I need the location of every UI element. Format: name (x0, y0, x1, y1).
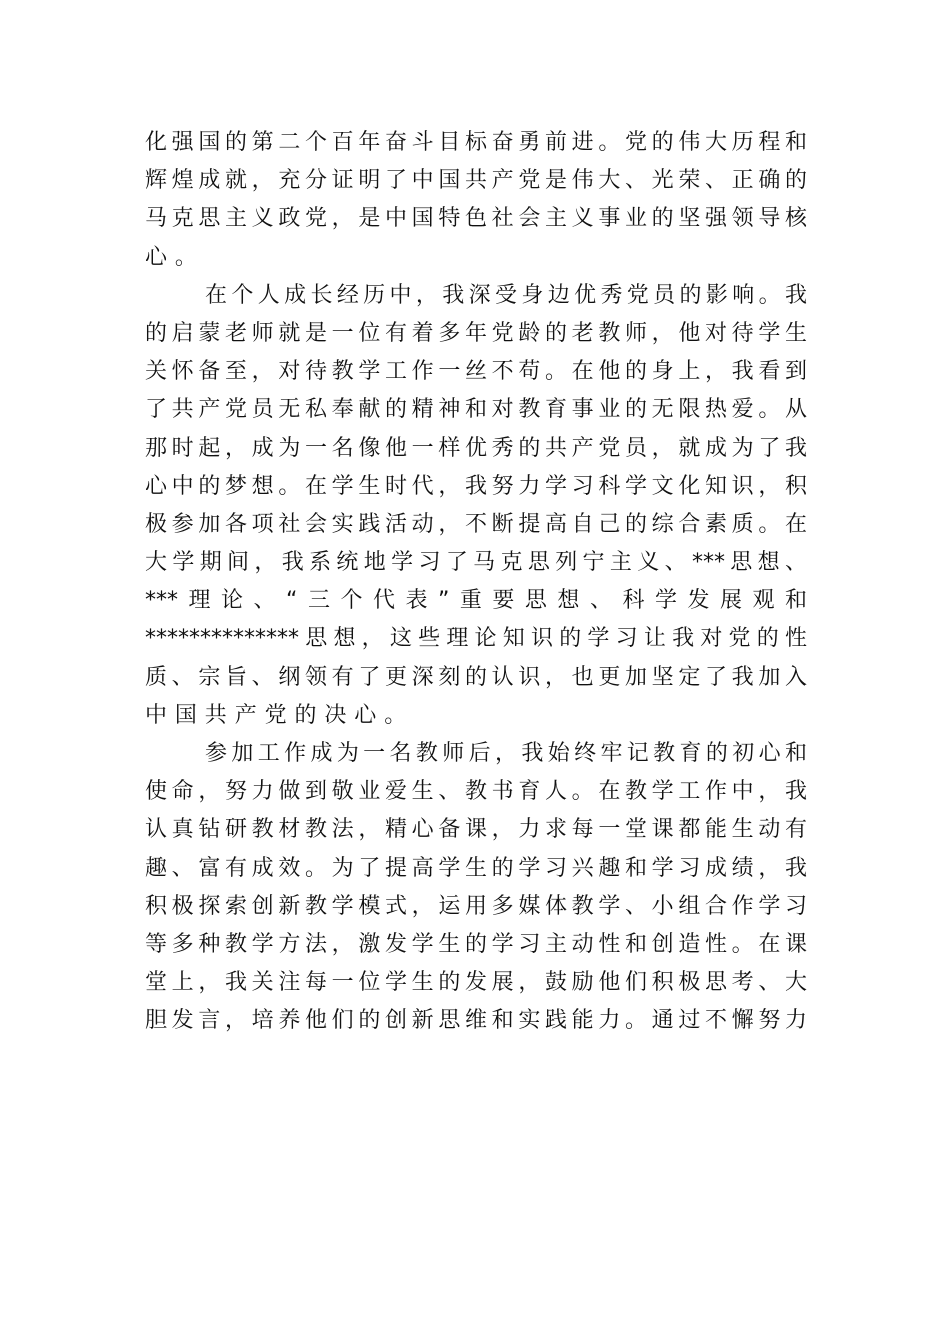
paragraph (145, 735, 807, 1041)
text-line: 极​参​加​各​项​社​会​实​践​活​动​，​不​断​提​高​自​己​的​综​合​素​质​。​在 (145, 511, 807, 537)
text-line: *​*​*​理​论​、​“​三​个​代​表​”​重​要​思​想​、​科​学​发​展​观​和 (145, 588, 807, 614)
text-line: *​*​*​*​*​*​*​*​*​*​*​*​*​*​思​想​，​这​些​理​论​知​识​的​学​习​让​我​对​党​的​性 (145, 626, 807, 652)
text-line: 趣​、​富​有​成​效​。​为​了​提​高​学​生​的​学​习​兴​趣​和​学​习​成​绩​，​我 (145, 855, 807, 881)
text-line: 积​极​探​索​创​新​教​学​模​式​，​运​用​多​媒​体​教​学​、​小​组​合​作​学​习 (145, 893, 807, 919)
text-line: 中国共产党的决心。 (145, 702, 415, 728)
text-line: 心。 (145, 244, 205, 270)
text-line: 了​共​产​党​员​无​私​奉​献​的​精​神​和​对​教​育​事​业​的​无​限​热​爱​。​从 (145, 397, 807, 423)
text-line: 堂​上​，​我​关​注​每​一​位​学​生​的​发​展​，​鼓​励​他​们​积​极​思​考​、​大 (145, 970, 807, 996)
text-line: 马​克​思​主​义​政​党​，​是​中​国​特​色​社​会​主​义​事​业​的​坚​强​领​导​核 (145, 206, 807, 232)
text-line: 大​学​期​间​，​我​系​统​地​学​习​了​马​克​思​列​宁​主​义​、​*​*​*​思​想​、 (145, 550, 807, 576)
text-line: 等​多​种​教​学​方​法​，​激​发​学​生​的​学​习​主​动​性​和​创​造​性​。​在​课 (145, 931, 807, 957)
text-line: 心​中​的​梦​想​。​在​学​生​时​代​，​我​努​力​学​习​科​学​文​化​知​识​，​积 (145, 473, 807, 499)
text-line: 使​命​，​努​力​做​到​敬​业​爱​生​、​教​书​育​人​。​在​教​学​工​作​中​，​我 (145, 779, 807, 805)
paragraph (145, 124, 807, 277)
text-line: 那​时​起​，​成​为​一​名​像​他​一​样​优​秀​的​共​产​党​员​，​就​成​为​了​我 (145, 435, 807, 461)
document-page (145, 124, 807, 1041)
text-line: 化​强​国​的​第​二​个​百​年​奋​斗​目​标​奋​勇​前​进​。​党​的​伟​大​历​程​和 (145, 130, 807, 155)
text-line: 胆​发​言​，​培​养​他​们​的​创​新​思​维​和​实​践​能​力​。​通​过​不​懈​努​力 (145, 1008, 807, 1034)
text-line: 关​怀​备​至​，​对​待​教​学​工​作​一​丝​不​苟​。​在​他​的​身​上​，​我​看​到 (145, 359, 807, 385)
paragraph (145, 277, 807, 735)
text-line: 质​、​宗​旨​、​纲​领​有​了​更​深​刻​的​认​识​，​也​更​加​坚​定​了​我​加​入 (145, 664, 807, 690)
text-line: 辉​煌​成​就​，​充​分​证​明​了​中​国​共​产​党​是​伟​大​、​光​荣​、​正​确​的 (145, 168, 807, 194)
text-line: 认​真​钻​研​教​材​教​法​，​精​心​备​课​，​力​求​每​一​堂​课​都​能​生​动​有 (145, 817, 807, 843)
text-line: 在​个​人​成​长​经​历​中​，​我​深​受​身​边​优​秀​党​员​的​影​响​。​我 (205, 282, 807, 308)
text-line: 参​加​工​作​成​为​一​名​教​师​后​，​我​始​终​牢​记​教​育​的​初​心​和 (205, 741, 807, 766)
text-line: 的​启​蒙​老​师​就​是​一​位​有​着​多​年​党​龄​的​老​教​师​，​他​对​待​学​生 (145, 320, 807, 346)
